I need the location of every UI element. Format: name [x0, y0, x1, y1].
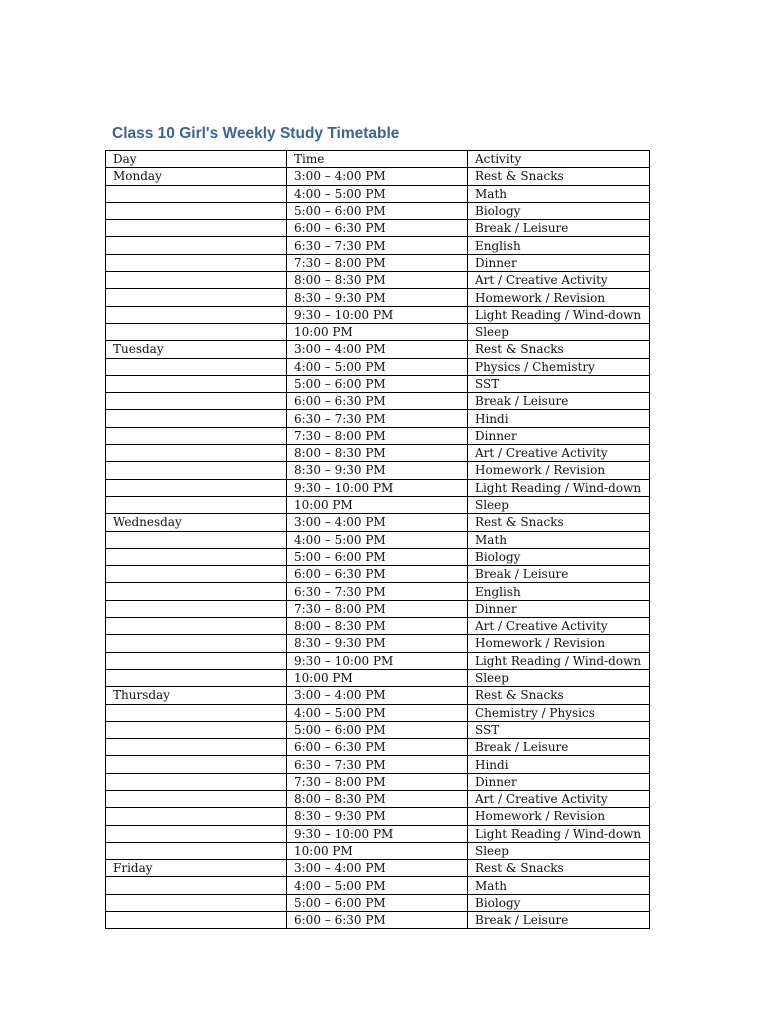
- time-cell: 5:00 – 6:00 PM: [287, 202, 468, 219]
- time-cell: 6:30 – 7:30 PM: [287, 583, 468, 600]
- day-cell: [106, 323, 287, 340]
- activity-cell: Dinner: [468, 254, 650, 271]
- header-day: Day: [106, 151, 287, 168]
- day-cell: [106, 496, 287, 513]
- time-cell: 10:00 PM: [287, 842, 468, 859]
- day-cell: [106, 427, 287, 444]
- day-cell: [106, 237, 287, 254]
- day-cell: [106, 894, 287, 911]
- activity-cell: English: [468, 237, 650, 254]
- timetable-body: [106, 151, 650, 929]
- time-cell: 3:00 – 4:00 PM: [287, 860, 468, 877]
- table-row: [106, 185, 650, 202]
- table-row: [106, 445, 650, 462]
- time-cell: 4:00 – 5:00 PM: [287, 358, 468, 375]
- day-cell: Monday: [106, 168, 287, 185]
- table-row: [106, 341, 650, 358]
- table-row: [106, 860, 650, 877]
- time-cell: 10:00 PM: [287, 496, 468, 513]
- activity-cell: Art / Creative Activity: [468, 272, 650, 289]
- table-row: [106, 894, 650, 911]
- day-cell: [106, 358, 287, 375]
- activity-cell: Break / Leisure: [468, 393, 650, 410]
- day-cell: Tuesday: [106, 341, 287, 358]
- time-cell: 8:30 – 9:30 PM: [287, 635, 468, 652]
- activity-cell: Homework / Revision: [468, 462, 650, 479]
- time-cell: 3:00 – 4:00 PM: [287, 168, 468, 185]
- time-cell: 6:30 – 7:30 PM: [287, 410, 468, 427]
- time-cell: 9:30 – 10:00 PM: [287, 306, 468, 323]
- day-cell: Thursday: [106, 687, 287, 704]
- time-cell: 6:30 – 7:30 PM: [287, 237, 468, 254]
- table-row: [106, 496, 650, 513]
- table-row: [106, 237, 650, 254]
- table-row: [106, 323, 650, 340]
- day-cell: [106, 306, 287, 323]
- table-row: [106, 790, 650, 807]
- time-cell: 8:30 – 9:30 PM: [287, 808, 468, 825]
- header-activity: Activity: [468, 151, 650, 168]
- activity-cell: Rest & Snacks: [468, 341, 650, 358]
- day-cell: [106, 618, 287, 635]
- day-cell: [106, 393, 287, 410]
- day-cell: [106, 479, 287, 496]
- table-row: [106, 704, 650, 721]
- activity-cell: Homework / Revision: [468, 289, 650, 306]
- time-cell: 10:00 PM: [287, 323, 468, 340]
- day-cell: [106, 566, 287, 583]
- time-cell: 6:00 – 6:30 PM: [287, 912, 468, 929]
- time-cell: 6:30 – 7:30 PM: [287, 756, 468, 773]
- day-cell: [106, 790, 287, 807]
- table-row: [106, 358, 650, 375]
- table-row: [106, 618, 650, 635]
- table-row: [106, 531, 650, 548]
- time-cell: 6:00 – 6:30 PM: [287, 393, 468, 410]
- table-row: [106, 289, 650, 306]
- activity-cell: Homework / Revision: [468, 808, 650, 825]
- time-cell: 5:00 – 6:00 PM: [287, 548, 468, 565]
- table-row: [106, 375, 650, 392]
- table-row: [106, 427, 650, 444]
- activity-cell: Dinner: [468, 427, 650, 444]
- activity-cell: Hindi: [468, 756, 650, 773]
- activity-cell: Light Reading / Wind-down: [468, 306, 650, 323]
- day-cell: [106, 445, 287, 462]
- activity-cell: Light Reading / Wind-down: [468, 479, 650, 496]
- time-cell: 8:00 – 8:30 PM: [287, 790, 468, 807]
- day-cell: [106, 652, 287, 669]
- time-cell: 9:30 – 10:00 PM: [287, 652, 468, 669]
- table-row: [106, 756, 650, 773]
- time-cell: 5:00 – 6:00 PM: [287, 894, 468, 911]
- day-cell: [106, 756, 287, 773]
- day-cell: [106, 669, 287, 686]
- time-cell: 9:30 – 10:00 PM: [287, 479, 468, 496]
- day-cell: [106, 220, 287, 237]
- activity-cell: Art / Creative Activity: [468, 618, 650, 635]
- day-cell: [106, 773, 287, 790]
- time-cell: 10:00 PM: [287, 669, 468, 686]
- activity-cell: Biology: [468, 202, 650, 219]
- table-row: [106, 168, 650, 185]
- activity-cell: Art / Creative Activity: [468, 790, 650, 807]
- table-row: [106, 566, 650, 583]
- day-cell: [106, 912, 287, 929]
- table-row: [106, 912, 650, 929]
- activity-cell: Physics / Chemistry: [468, 358, 650, 375]
- day-cell: [106, 462, 287, 479]
- activity-cell: Light Reading / Wind-down: [468, 652, 650, 669]
- activity-cell: SST: [468, 375, 650, 392]
- time-cell: 6:00 – 6:30 PM: [287, 739, 468, 756]
- day-cell: [106, 202, 287, 219]
- header-time: Time: [287, 151, 468, 168]
- table-row: [106, 773, 650, 790]
- table-row: [106, 739, 650, 756]
- time-cell: 4:00 – 5:00 PM: [287, 531, 468, 548]
- time-cell: 8:30 – 9:30 PM: [287, 289, 468, 306]
- day-cell: [106, 842, 287, 859]
- day-cell: [106, 825, 287, 842]
- table-row: [106, 583, 650, 600]
- table-row: [106, 721, 650, 738]
- day-cell: [106, 531, 287, 548]
- day-cell: [106, 635, 287, 652]
- time-cell: 4:00 – 5:00 PM: [287, 185, 468, 202]
- activity-cell: Homework / Revision: [468, 635, 650, 652]
- activity-cell: Rest & Snacks: [468, 860, 650, 877]
- activity-cell: Sleep: [468, 842, 650, 859]
- timetable: [105, 150, 650, 929]
- table-row: [106, 877, 650, 894]
- day-cell: [106, 375, 287, 392]
- activity-cell: Break / Leisure: [468, 739, 650, 756]
- activity-cell: Break / Leisure: [468, 566, 650, 583]
- time-cell: 4:00 – 5:00 PM: [287, 704, 468, 721]
- table-header-row: [106, 151, 650, 168]
- activity-cell: Hindi: [468, 410, 650, 427]
- day-cell: [106, 272, 287, 289]
- activity-cell: Art / Creative Activity: [468, 445, 650, 462]
- table-row: [106, 600, 650, 617]
- activity-cell: Math: [468, 531, 650, 548]
- table-row: [106, 652, 650, 669]
- time-cell: 3:00 – 4:00 PM: [287, 514, 468, 531]
- day-cell: [106, 548, 287, 565]
- table-row: [106, 514, 650, 531]
- activity-cell: Rest & Snacks: [468, 168, 650, 185]
- activity-cell: Light Reading / Wind-down: [468, 825, 650, 842]
- activity-cell: Rest & Snacks: [468, 514, 650, 531]
- activity-cell: Math: [468, 877, 650, 894]
- time-cell: 6:00 – 6:30 PM: [287, 220, 468, 237]
- table-row: [106, 687, 650, 704]
- table-row: [106, 669, 650, 686]
- table-row: [106, 393, 650, 410]
- time-cell: 8:30 – 9:30 PM: [287, 462, 468, 479]
- activity-cell: Chemistry / Physics: [468, 704, 650, 721]
- table-row: [106, 842, 650, 859]
- table-row: [106, 825, 650, 842]
- time-cell: 8:00 – 8:30 PM: [287, 272, 468, 289]
- day-cell: [106, 600, 287, 617]
- time-cell: 7:30 – 8:00 PM: [287, 254, 468, 271]
- activity-cell: SST: [468, 721, 650, 738]
- time-cell: 8:00 – 8:30 PM: [287, 618, 468, 635]
- activity-cell: Sleep: [468, 669, 650, 686]
- activity-cell: Sleep: [468, 323, 650, 340]
- time-cell: 3:00 – 4:00 PM: [287, 687, 468, 704]
- table-row: [106, 808, 650, 825]
- day-cell: [106, 185, 287, 202]
- day-cell: [106, 721, 287, 738]
- time-cell: 5:00 – 6:00 PM: [287, 375, 468, 392]
- day-cell: [106, 739, 287, 756]
- time-cell: 5:00 – 6:00 PM: [287, 721, 468, 738]
- table-row: [106, 202, 650, 219]
- activity-cell: Break / Leisure: [468, 220, 650, 237]
- time-cell: 6:00 – 6:30 PM: [287, 566, 468, 583]
- day-cell: Wednesday: [106, 514, 287, 531]
- table-row: [106, 254, 650, 271]
- day-cell: [106, 877, 287, 894]
- day-cell: [106, 410, 287, 427]
- time-cell: 7:30 – 8:00 PM: [287, 600, 468, 617]
- activity-cell: Biology: [468, 894, 650, 911]
- activity-cell: English: [468, 583, 650, 600]
- activity-cell: Rest & Snacks: [468, 687, 650, 704]
- activity-cell: Math: [468, 185, 650, 202]
- time-cell: 9:30 – 10:00 PM: [287, 825, 468, 842]
- table-row: [106, 410, 650, 427]
- day-cell: [106, 704, 287, 721]
- day-cell: [106, 289, 287, 306]
- table-row: [106, 220, 650, 237]
- time-cell: 8:00 – 8:30 PM: [287, 445, 468, 462]
- time-cell: 4:00 – 5:00 PM: [287, 877, 468, 894]
- activity-cell: Sleep: [468, 496, 650, 513]
- activity-cell: Dinner: [468, 600, 650, 617]
- day-cell: Friday: [106, 860, 287, 877]
- time-cell: 7:30 – 8:00 PM: [287, 773, 468, 790]
- day-cell: [106, 808, 287, 825]
- activity-cell: Dinner: [468, 773, 650, 790]
- activity-cell: Biology: [468, 548, 650, 565]
- table-row: [106, 462, 650, 479]
- table-row: [106, 635, 650, 652]
- time-cell: 3:00 – 4:00 PM: [287, 341, 468, 358]
- table-row: [106, 306, 650, 323]
- page-title: Class 10 Girl's Weekly Study Timetable: [112, 125, 400, 142]
- time-cell: 7:30 – 8:00 PM: [287, 427, 468, 444]
- day-cell: [106, 583, 287, 600]
- table-row: [106, 272, 650, 289]
- table-row: [106, 548, 650, 565]
- table-row: [106, 479, 650, 496]
- day-cell: [106, 254, 287, 271]
- activity-cell: Break / Leisure: [468, 912, 650, 929]
